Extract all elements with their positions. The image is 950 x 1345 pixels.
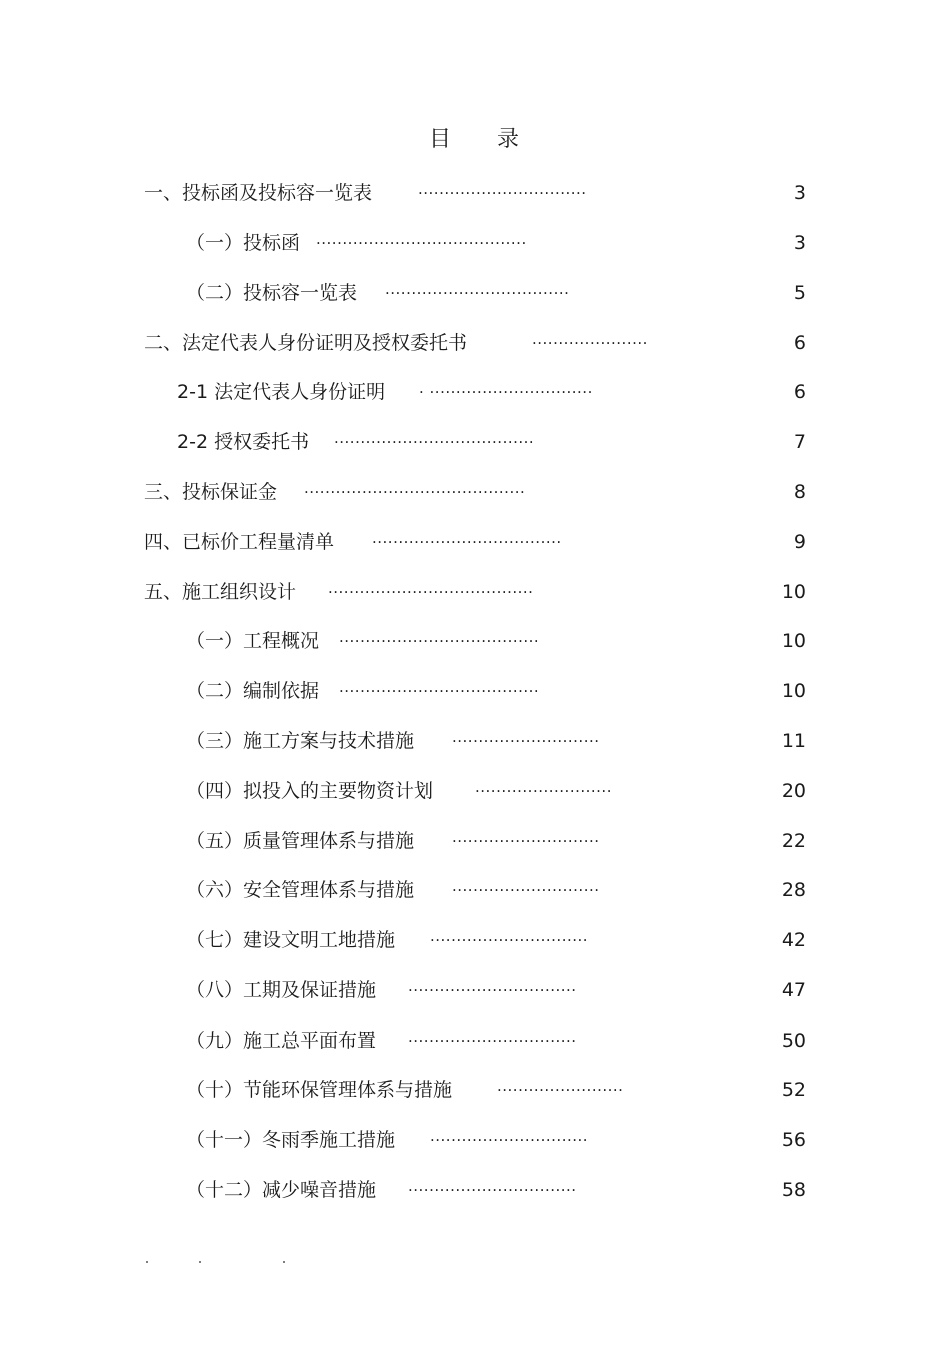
toc-entry-page: 8 xyxy=(793,481,806,503)
toc-entry-leader: .............................. xyxy=(430,927,589,945)
toc-entry-label: （四）拟投入的主要物资计划 xyxy=(186,780,434,802)
toc-entry-label: （七）建设文明工地措施 xyxy=(186,929,396,951)
toc-entry-label: （一）投标函 xyxy=(186,232,301,254)
toc-entry-label: （九）施工总平面布置 xyxy=(186,1030,377,1052)
toc-entry-page: 9 xyxy=(793,531,806,553)
toc-entry-page: 3 xyxy=(793,232,806,254)
toc-entry-leader: ............................ xyxy=(452,728,600,746)
toc-entry-leader: . ............................... xyxy=(419,379,593,397)
toc-title-char-1: 目 xyxy=(428,127,453,152)
toc-entry-page: 47 xyxy=(781,979,806,1001)
toc-entry-leader: ....................................... xyxy=(328,579,534,597)
toc-entry-label: 一、投标函及投标容一览表 xyxy=(144,182,373,204)
toc-entry-page: 6 xyxy=(793,381,806,403)
toc-entry-leader: ...................... xyxy=(532,330,648,348)
toc-entry-page: 28 xyxy=(781,879,806,901)
toc-entry-page: 20 xyxy=(781,780,806,802)
toc-title-char-2: 录 xyxy=(497,127,522,152)
toc-entry-page: 58 xyxy=(781,1179,806,1201)
footer-dot xyxy=(199,1261,201,1263)
toc-entry-label: 三、投标保证金 xyxy=(144,481,278,503)
toc-entry-label: 五、施工组织设计 xyxy=(144,581,297,603)
toc-entry-leader: ........................................ xyxy=(316,230,527,248)
toc-entry-label: （一）工程概况 xyxy=(186,630,320,652)
toc-entry-label: （十二）减少噪音措施 xyxy=(186,1179,377,1201)
toc-entry-leader: .......................... xyxy=(475,778,612,796)
toc-entry-page: 5 xyxy=(793,282,806,304)
toc-entry-page: 7 xyxy=(793,431,806,453)
toc-entry-page: 11 xyxy=(781,730,806,752)
toc-entry-leader: .................................... xyxy=(372,529,562,547)
toc-entry-page: 50 xyxy=(781,1030,806,1052)
toc-entry-label: 二、法定代表人身份证明及授权委托书 xyxy=(144,332,468,354)
toc-entry-page: 52 xyxy=(781,1079,806,1101)
footer-dot xyxy=(283,1261,285,1263)
toc-entry-leader: ...................................... xyxy=(334,429,535,447)
footer-dot xyxy=(146,1261,148,1263)
toc-entry-page: 3 xyxy=(793,182,806,204)
toc-entry-page: 56 xyxy=(781,1129,806,1151)
toc-entry-page: 22 xyxy=(781,830,806,852)
toc-entry-label: （五）质量管理体系与措施 xyxy=(186,830,415,852)
toc-entry-page: 6 xyxy=(793,332,806,354)
toc-entry-leader: ............................ xyxy=(452,877,600,895)
toc-entry-label: （二）编制依据 xyxy=(186,680,320,702)
toc-entry-leader: ................................... xyxy=(385,280,570,298)
toc-entry-leader: ........................ xyxy=(497,1077,624,1095)
toc-entry-leader: .......................................... xyxy=(304,479,526,497)
toc-entry-label: （十）节能环保管理体系与措施 xyxy=(186,1079,453,1101)
toc-entry-page: 10 xyxy=(781,680,806,702)
toc-entry-page: 42 xyxy=(781,929,806,951)
toc-entry-leader: ...................................... xyxy=(339,628,540,646)
toc-entry-label: （二）投标容一览表 xyxy=(186,282,358,304)
toc-entry-label: 2-2 授权委托书 xyxy=(177,431,310,453)
footer-dots xyxy=(0,1258,950,1268)
toc-entry-label: （十一）冬雨季施工措施 xyxy=(186,1129,396,1151)
toc-entry-label: 四、已标价工程量清单 xyxy=(144,531,335,553)
toc-entry-leader: ................................ xyxy=(408,1177,577,1195)
toc-entry-leader: ................................ xyxy=(418,180,587,198)
toc-entry-leader: ............................ xyxy=(452,828,600,846)
toc-entry-leader: ...................................... xyxy=(339,678,540,696)
toc-entry-page: 10 xyxy=(781,630,806,652)
toc-entry-page: 10 xyxy=(781,581,806,603)
toc-entry-label: （三）施工方案与技术措施 xyxy=(186,730,415,752)
toc-entry-label: （八）工期及保证措施 xyxy=(186,979,377,1001)
toc-entry-leader: ................................ xyxy=(408,977,577,995)
toc-entry-leader: ................................ xyxy=(408,1028,577,1046)
toc-entry-label: （六）安全管理体系与措施 xyxy=(186,879,415,901)
toc-entry-label: 2-1 法定代表人身份证明 xyxy=(177,381,386,403)
toc-entry-leader: .............................. xyxy=(430,1127,589,1145)
